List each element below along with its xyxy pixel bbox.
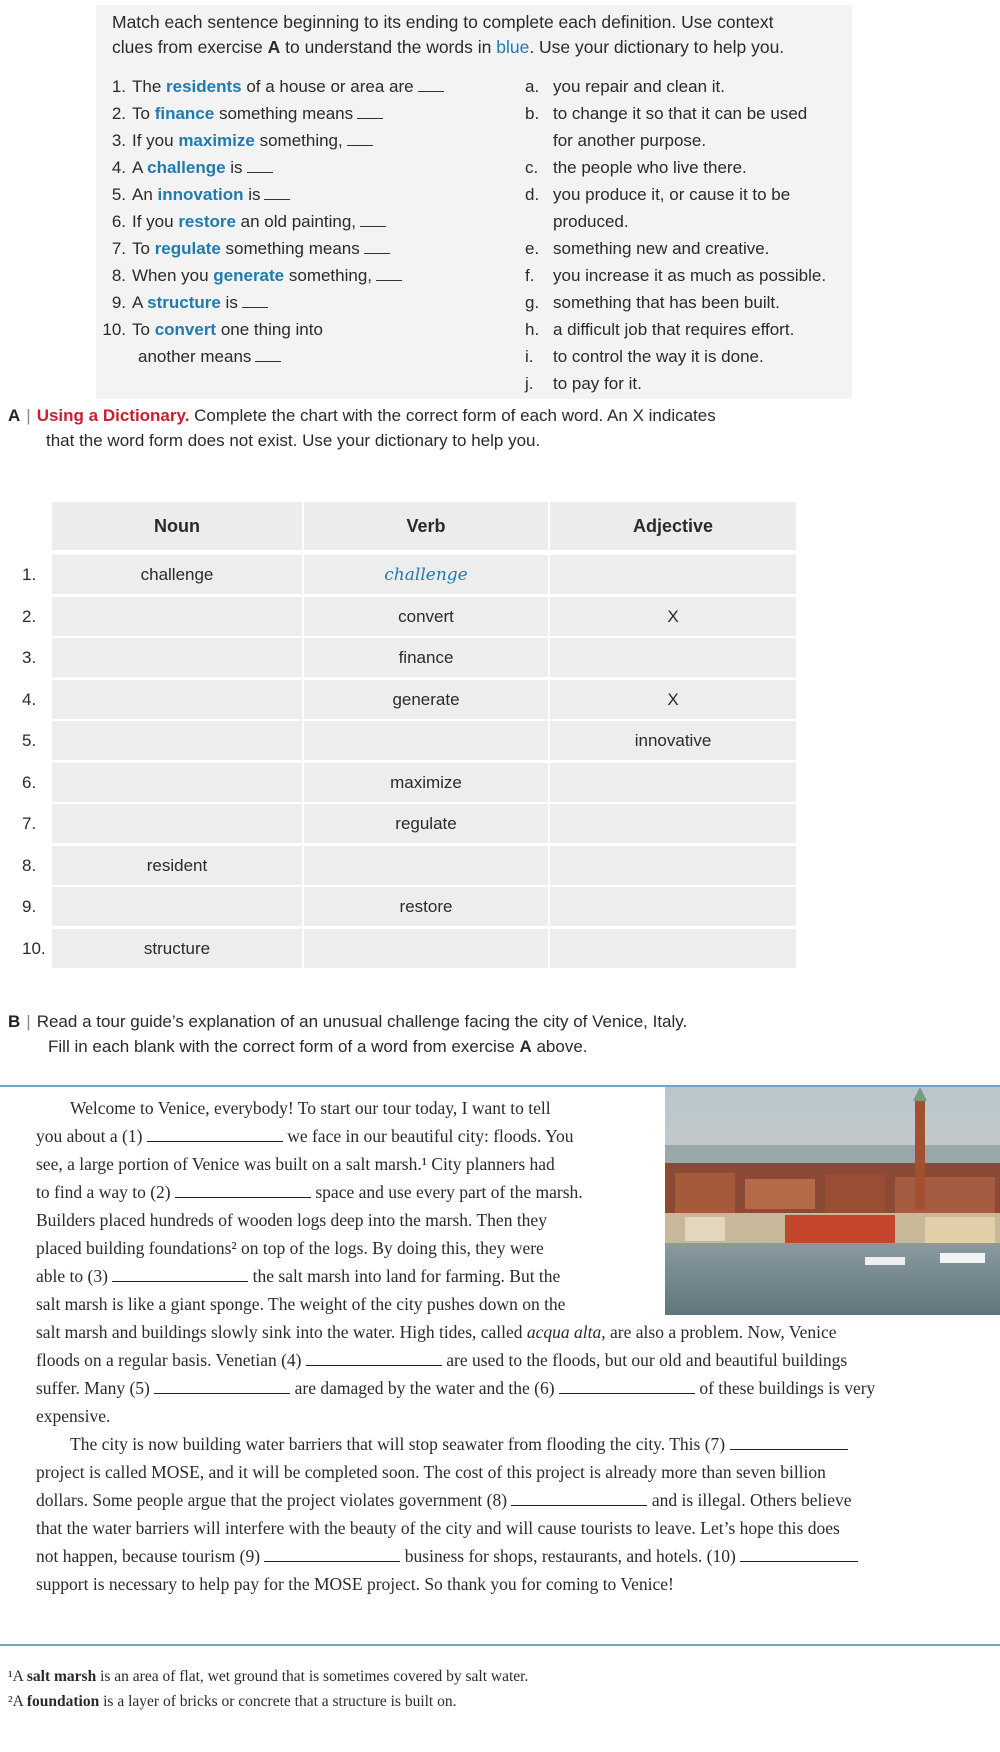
beginning-item: 7. To regulate something means bbox=[100, 238, 390, 260]
beginning-item: 8. When you generate something, bbox=[100, 265, 402, 287]
vocab-word: regulate bbox=[154, 239, 221, 258]
passage-line: dollars. Some people argue that the project violates government (8) and is illegal. Others believe bbox=[36, 1490, 852, 1510]
section-a-label: A bbox=[8, 406, 21, 425]
blank-1[interactable] bbox=[147, 1127, 283, 1142]
chart-header-adjective: Adjective bbox=[550, 502, 796, 550]
passage-line: support is necessary to help pay for the MOSE project. So thank you for coming to Venice! bbox=[36, 1574, 674, 1594]
chart-row-number: 7. bbox=[22, 813, 37, 833]
ending-item: i. to control the way it is done. bbox=[525, 347, 764, 366]
blank-6[interactable] bbox=[559, 1379, 695, 1394]
passage-line: able to (3) the salt marsh into land for farming. But the bbox=[36, 1266, 561, 1286]
ending-item-cont: produced. bbox=[553, 212, 629, 231]
section-b-instructions: B | Read a tour guide’s explanation of an unusual challenge facing the city of Venice, Italy. Fill in each blank with the correct form of a word from exercise A above. bbox=[8, 1012, 688, 1056]
vocab-word: maximize bbox=[178, 131, 255, 150]
chart-row-number: 5. bbox=[22, 730, 37, 750]
passage-line: expensive. bbox=[36, 1406, 111, 1426]
answer-blank[interactable] bbox=[247, 158, 273, 173]
chart-cell-adj: X bbox=[550, 680, 796, 719]
beginning-item: 5. An innovation is bbox=[100, 184, 290, 206]
blank-4[interactable] bbox=[306, 1351, 442, 1366]
chart-cell-noun[interactable] bbox=[52, 680, 302, 719]
passage-line: salt marsh is like a giant sponge. The weight of the city pushes down on the bbox=[36, 1294, 566, 1314]
blank-10[interactable] bbox=[740, 1547, 858, 1562]
section-a-line2: that the word form does not exist. Use your dictionary to help you. bbox=[46, 431, 541, 450]
chart-cell-noun: resident bbox=[52, 846, 302, 885]
ending-item: d. you produce it, or cause it to be bbox=[525, 185, 791, 204]
chart-cell-noun: structure bbox=[52, 929, 302, 968]
chart-row-number: 6. bbox=[22, 772, 37, 792]
footnote-1: ¹A salt marsh is an area of flat, wet ground that is sometimes covered by salt water. bbox=[8, 1668, 529, 1685]
beginning-item-cont: another means bbox=[138, 346, 281, 368]
chart-cell-adj[interactable] bbox=[550, 846, 796, 885]
chart-cell-verb[interactable] bbox=[304, 721, 548, 760]
passage-line: Welcome to Venice, everybody! To start our tour today, I want to tell bbox=[70, 1098, 551, 1118]
vocab-word: finance bbox=[154, 104, 215, 123]
chart-cell-adj[interactable] bbox=[550, 929, 796, 968]
blank-5[interactable] bbox=[154, 1379, 290, 1394]
ending-item: j. to pay for it. bbox=[525, 374, 642, 393]
chart-cell-adj: innovative bbox=[550, 721, 796, 760]
ending-item-cont: for another purpose. bbox=[553, 131, 707, 150]
footnote-2: ²A foundation is a layer of bricks or concrete that a structure is built on. bbox=[8, 1693, 457, 1710]
chart-cell-verb[interactable] bbox=[304, 929, 548, 968]
chart-cell-verb: convert bbox=[304, 597, 548, 636]
vocab-word: restore bbox=[178, 212, 236, 231]
chart-cell-verb: finance bbox=[304, 638, 548, 677]
chart-cell-verb: regulate bbox=[304, 804, 548, 843]
passage-line: floods on a regular basis. Venetian (4) are used to the floods, but our old and beautiful buildings bbox=[36, 1350, 848, 1370]
beginning-item: 9. A structure is bbox=[100, 292, 268, 314]
chart-cell-verb[interactable] bbox=[304, 846, 548, 885]
ending-item: a. you repair and clean it. bbox=[525, 77, 725, 96]
section-a-title: Using a Dictionary. bbox=[36, 406, 190, 425]
chart-header-noun: Noun bbox=[52, 502, 302, 550]
chart-cell-noun[interactable] bbox=[52, 763, 302, 802]
vocab-word: innovation bbox=[157, 185, 244, 204]
chart-cell-adj[interactable] bbox=[550, 763, 796, 802]
passage-line: The city is now building water barriers that will stop seawater from flooding the city. This (7) bbox=[36, 1430, 986, 1458]
chart-header-verb: Verb bbox=[304, 502, 548, 550]
chart-row-number: 2. bbox=[22, 606, 37, 626]
ending-item: e. something new and creative. bbox=[525, 239, 770, 258]
venice-photo bbox=[665, 1087, 1000, 1315]
ending-item: h. a difficult job that requires effort. bbox=[525, 320, 795, 339]
match-intro-line1: Match each sentence beginning to its ending to complete each definition. Use context bbox=[112, 12, 774, 32]
chart-row-number: 1. bbox=[22, 564, 37, 584]
passage-line: you about a (1) we face in our beautiful city: floods. You bbox=[36, 1126, 574, 1146]
passage-line: placed building foundations² on top of the logs. By doing this, they were bbox=[36, 1238, 544, 1258]
answer-blank[interactable] bbox=[360, 212, 386, 227]
ending-item: b. to change it so that it can be used bbox=[525, 104, 808, 123]
chart-cell-noun[interactable] bbox=[52, 638, 302, 677]
beginning-item: 4. A challenge is bbox=[100, 157, 273, 179]
passage-line: salt marsh and buildings slowly sink into the water. High tides, called acqua alta, are also a problem. Now, Venice bbox=[36, 1322, 837, 1342]
ending-item: c. the people who live there. bbox=[525, 158, 747, 177]
blank-9[interactable] bbox=[264, 1547, 400, 1562]
vocab-word: convert bbox=[154, 320, 217, 339]
answer-blank[interactable] bbox=[357, 104, 383, 119]
chart-row-number: 3. bbox=[22, 647, 37, 667]
passage-line: to find a way to (2) space and use every part of the marsh. bbox=[36, 1182, 583, 1202]
chart-cell-verb: maximize bbox=[304, 763, 548, 802]
passage-line: Builders placed hundreds of wooden logs deep into the marsh. Then they bbox=[36, 1210, 547, 1230]
ending-item: f. you increase it as much as possible. bbox=[525, 266, 827, 285]
beginning-item: 2. To finance something means bbox=[100, 103, 383, 125]
ending-item: g. something that has been built. bbox=[525, 293, 780, 312]
passage-line: see, a large portion of Venice was built on a salt marsh.¹ City planners had bbox=[36, 1154, 555, 1174]
vocab-word: structure bbox=[147, 293, 221, 312]
match-intro-line2: clues from exercise A to understand the words in blue. Use your dictionary to help you. bbox=[112, 37, 785, 57]
passage-line: that the water barriers will interfere with the beauty of the city and will cause tourists to leave. Let’s hope this does bbox=[36, 1518, 840, 1538]
chart-cell-adj[interactable] bbox=[550, 638, 796, 677]
match-instructions bbox=[112, 10, 852, 60]
beginning-item: 6. If you restore an old painting, bbox=[100, 211, 386, 233]
chart-cell-noun[interactable] bbox=[52, 721, 302, 760]
answer-blank[interactable] bbox=[242, 293, 268, 308]
answer-blank[interactable] bbox=[264, 185, 290, 200]
blank-7[interactable] bbox=[730, 1435, 848, 1450]
answer-blank[interactable] bbox=[418, 77, 444, 92]
blank-2[interactable] bbox=[175, 1183, 311, 1198]
chart-cell-noun: challenge bbox=[52, 555, 302, 594]
blank-8[interactable] bbox=[511, 1491, 647, 1506]
section-b-label: B bbox=[8, 1012, 21, 1031]
blank-3[interactable] bbox=[112, 1267, 248, 1282]
section-a-instructions: A | Using a Dictionary. Complete the chart with the correct form of each word. An X indicates that the word form does not exist. Use your dictionary to help you. bbox=[8, 403, 788, 453]
chart-cell-adj[interactable] bbox=[550, 804, 796, 843]
chart-cell-verb: challenge bbox=[304, 555, 548, 594]
chart-cell-adj: X bbox=[550, 597, 796, 636]
footnotes bbox=[8, 1664, 988, 1714]
chart-cell-adj[interactable] bbox=[550, 555, 796, 594]
chart-row-number: 4. bbox=[22, 689, 37, 709]
chart-row-number: 10. bbox=[22, 938, 46, 958]
chart-cell-adj[interactable] bbox=[550, 887, 796, 926]
answer-blank[interactable] bbox=[347, 131, 373, 146]
chart-cell-verb: restore bbox=[304, 887, 548, 926]
passage-top bbox=[36, 1094, 666, 1318]
answer-blank[interactable] bbox=[255, 347, 281, 362]
vocab-word: generate bbox=[213, 266, 285, 285]
chart-row-number: 8. bbox=[22, 855, 37, 875]
vocab-word: residents bbox=[166, 77, 242, 96]
chart-row-number: 9. bbox=[22, 896, 37, 916]
passage-bottom bbox=[36, 1318, 986, 1598]
beginning-item: 1. The residents of a house or area are bbox=[100, 76, 444, 98]
vocab-word: challenge bbox=[147, 158, 226, 177]
passage-line: suffer. Many (5) are damaged by the water and the (6) of these buildings is very bbox=[36, 1378, 876, 1398]
chart-cell-noun[interactable] bbox=[52, 597, 302, 636]
chart-cell-verb: generate bbox=[304, 680, 548, 719]
beginning-item: 10. To convert one thing into bbox=[102, 320, 323, 339]
answer-blank[interactable] bbox=[376, 266, 402, 281]
beginning-item: 3. If you maximize something, bbox=[100, 130, 373, 152]
passage-line: project is called MOSE, and it will be completed soon. The cost of this project is already more than seven billion bbox=[36, 1462, 826, 1482]
passage-line: not happen, because tourism (9) business for shops, restaurants, and hotels. (10) bbox=[36, 1542, 986, 1570]
answer-blank[interactable] bbox=[364, 239, 390, 254]
chart-cell-noun[interactable] bbox=[52, 887, 302, 926]
chart-cell-noun[interactable] bbox=[52, 804, 302, 843]
